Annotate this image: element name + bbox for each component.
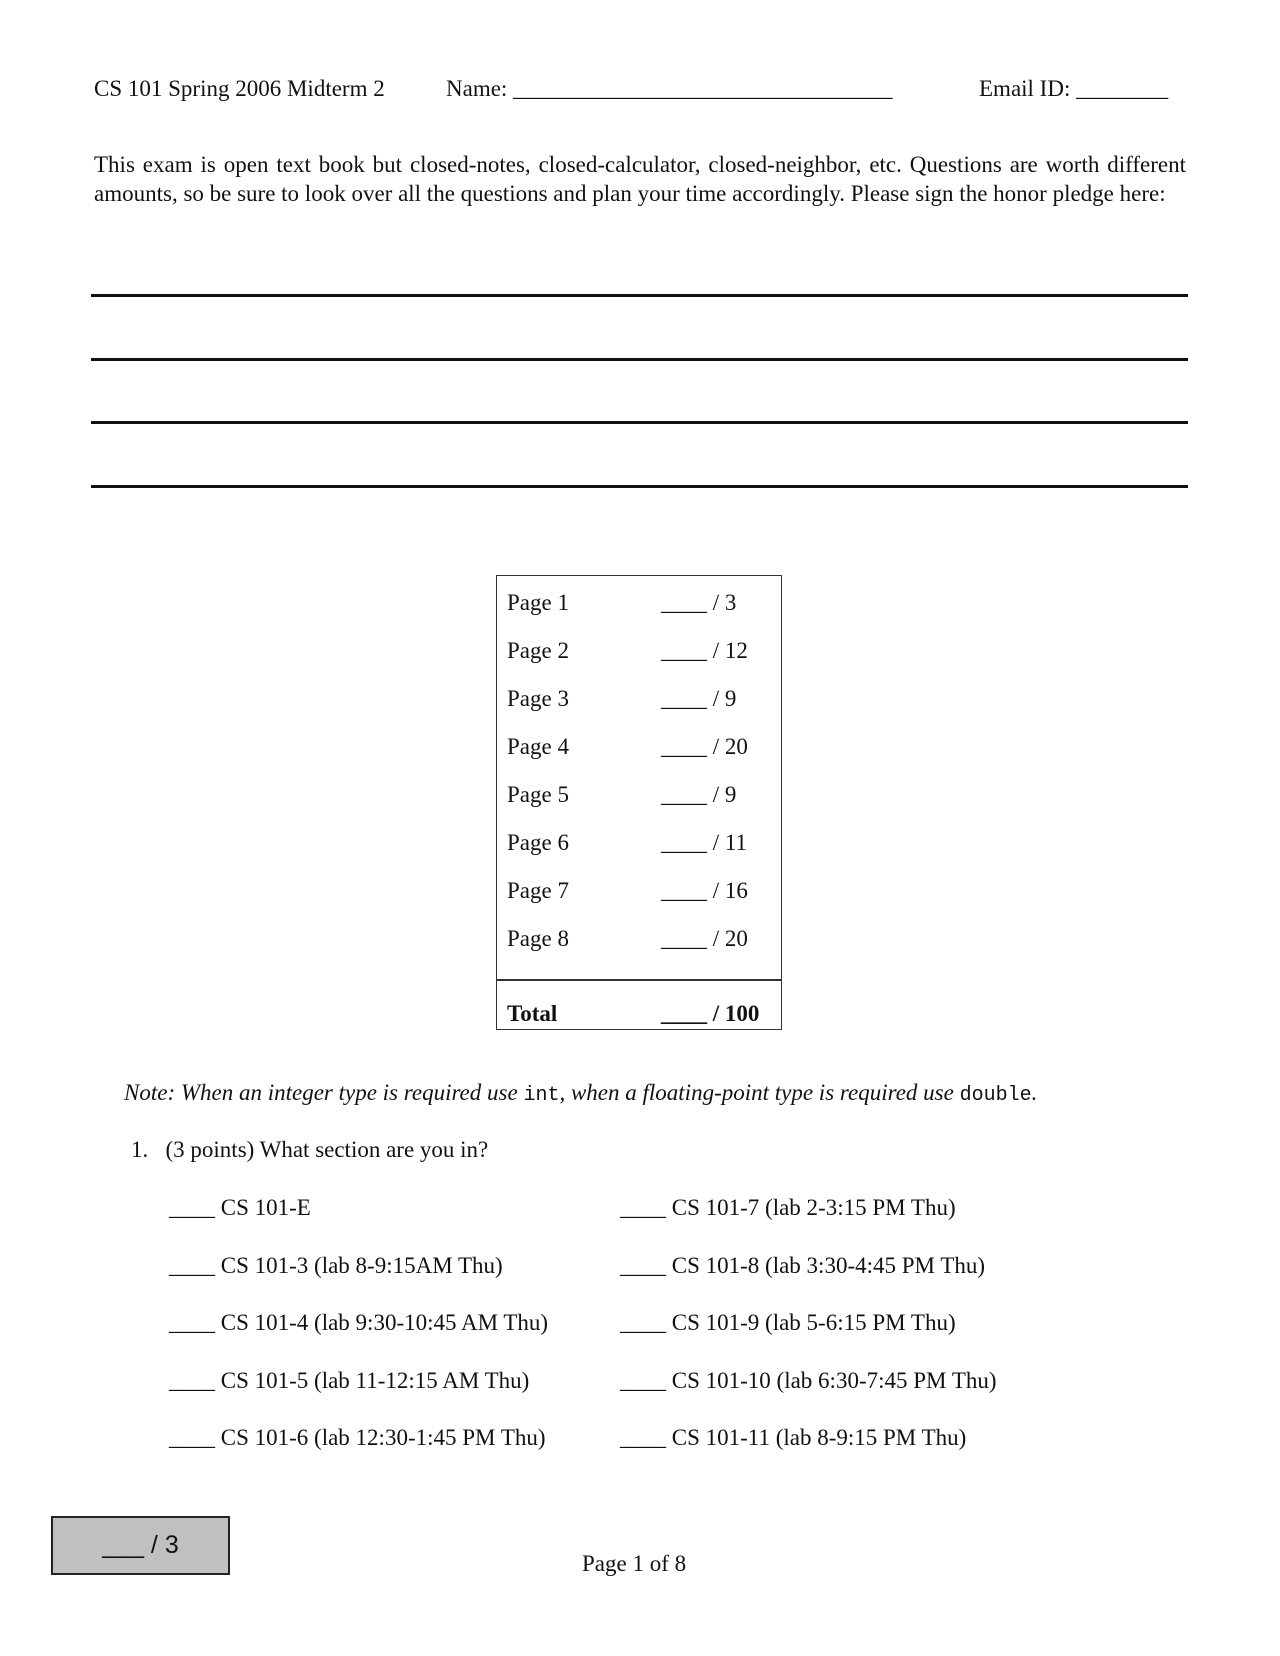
section-option[interactable]: ____ CS 101-5 (lab 11-12:15 AM Thu) (169, 1367, 530, 1393)
section-option[interactable]: ____ CS 101-10 (lab 6:30-7:45 PM Thu) (620, 1367, 997, 1393)
page-score[interactable]: ____ / 9 (661, 686, 737, 711)
page-label: Page 2 (507, 638, 569, 663)
name-field[interactable]: Name: _________________________________ (446, 76, 893, 101)
score-row (507, 878, 767, 908)
note-text: Note: When an integer type is required use (124, 1080, 524, 1105)
score-row (507, 590, 767, 620)
email-id-field[interactable]: Email ID: ________ (979, 76, 1169, 101)
section-option[interactable]: ____ CS 101-11 (lab 8-9:15 PM Thu) (620, 1425, 967, 1450)
section-option[interactable]: ____ CS 101-9 (lab 5-6:15 PM Thu) (620, 1310, 956, 1335)
section-option[interactable]: ____ CS 101-8 (lab 3:30-4:45 PM Thu) (620, 1252, 986, 1278)
section-option[interactable]: ____ CS 101-E (169, 1195, 311, 1220)
page-score[interactable]: ____ / 20 (661, 926, 748, 951)
score-table (496, 575, 782, 1030)
note-text: , when a floating-point type is required use (559, 1080, 960, 1105)
page-score-box: ___ / 3 (51, 1516, 230, 1575)
page-footer: Page 1 of 8 (582, 1551, 687, 1576)
section-option[interactable]: ____ CS 101-6 (lab 12:30-1:45 PM Thu) (169, 1425, 546, 1450)
note-code-int: int (523, 1084, 560, 1107)
score-row (507, 830, 767, 860)
page-label: Page 6 (507, 830, 569, 855)
note-text: . (1031, 1080, 1038, 1105)
instructions: This exam is open text book but closed-notes, closed-calculator, closed-neighbor, etc. Questions are worth different amounts, so be sure to look over all the questions and plan your time accordingly. Please sign the honor pledge here: (94, 152, 1186, 206)
section-option[interactable]: ____ CS 101-4 (lab 9:30-10:45 AM Thu) (169, 1310, 549, 1335)
question-1: 1. (3 points) What section are you in? (131, 1137, 489, 1162)
score-row (507, 638, 767, 668)
page-score[interactable]: ____ / 16 (661, 878, 748, 903)
score-row (507, 782, 767, 812)
page-label: Page 7 (507, 878, 569, 903)
course-title: CS 101 Spring 2006 Midterm 2 (94, 76, 385, 101)
table-divider (497, 979, 781, 981)
page-label: Page 1 (507, 590, 569, 615)
note (124, 1080, 1037, 1107)
score-row (507, 686, 767, 716)
total-value: ____ / 100 (661, 1001, 760, 1026)
pledge-line[interactable] (91, 358, 1188, 361)
score-row (507, 734, 767, 764)
note-code-double: double (959, 1084, 1032, 1107)
page-label: Page 4 (507, 734, 569, 759)
section-option[interactable]: ____ CS 101-7 (lab 2-3:15 PM Thu) (620, 1195, 956, 1220)
pledge-line[interactable] (91, 485, 1188, 488)
page-label: Page 8 (507, 926, 569, 951)
pledge-line[interactable] (91, 294, 1188, 297)
page-score[interactable]: ____ / 3 (661, 590, 737, 615)
page-score[interactable]: ____ / 9 (661, 782, 737, 807)
score-row (507, 926, 767, 956)
page-label: Page 5 (507, 782, 569, 807)
pledge-line[interactable] (91, 421, 1188, 424)
section-option[interactable]: ____ CS 101-3 (lab 8-9:15AM Thu) (169, 1252, 503, 1278)
total-row (507, 1001, 767, 1031)
page-label: Page 3 (507, 686, 569, 711)
total-label: Total (507, 1001, 558, 1026)
page-score[interactable]: ____ / 11 (661, 830, 748, 855)
page-score[interactable]: ____ / 12 (661, 638, 748, 663)
page-score[interactable]: ____ / 20 (661, 734, 748, 759)
